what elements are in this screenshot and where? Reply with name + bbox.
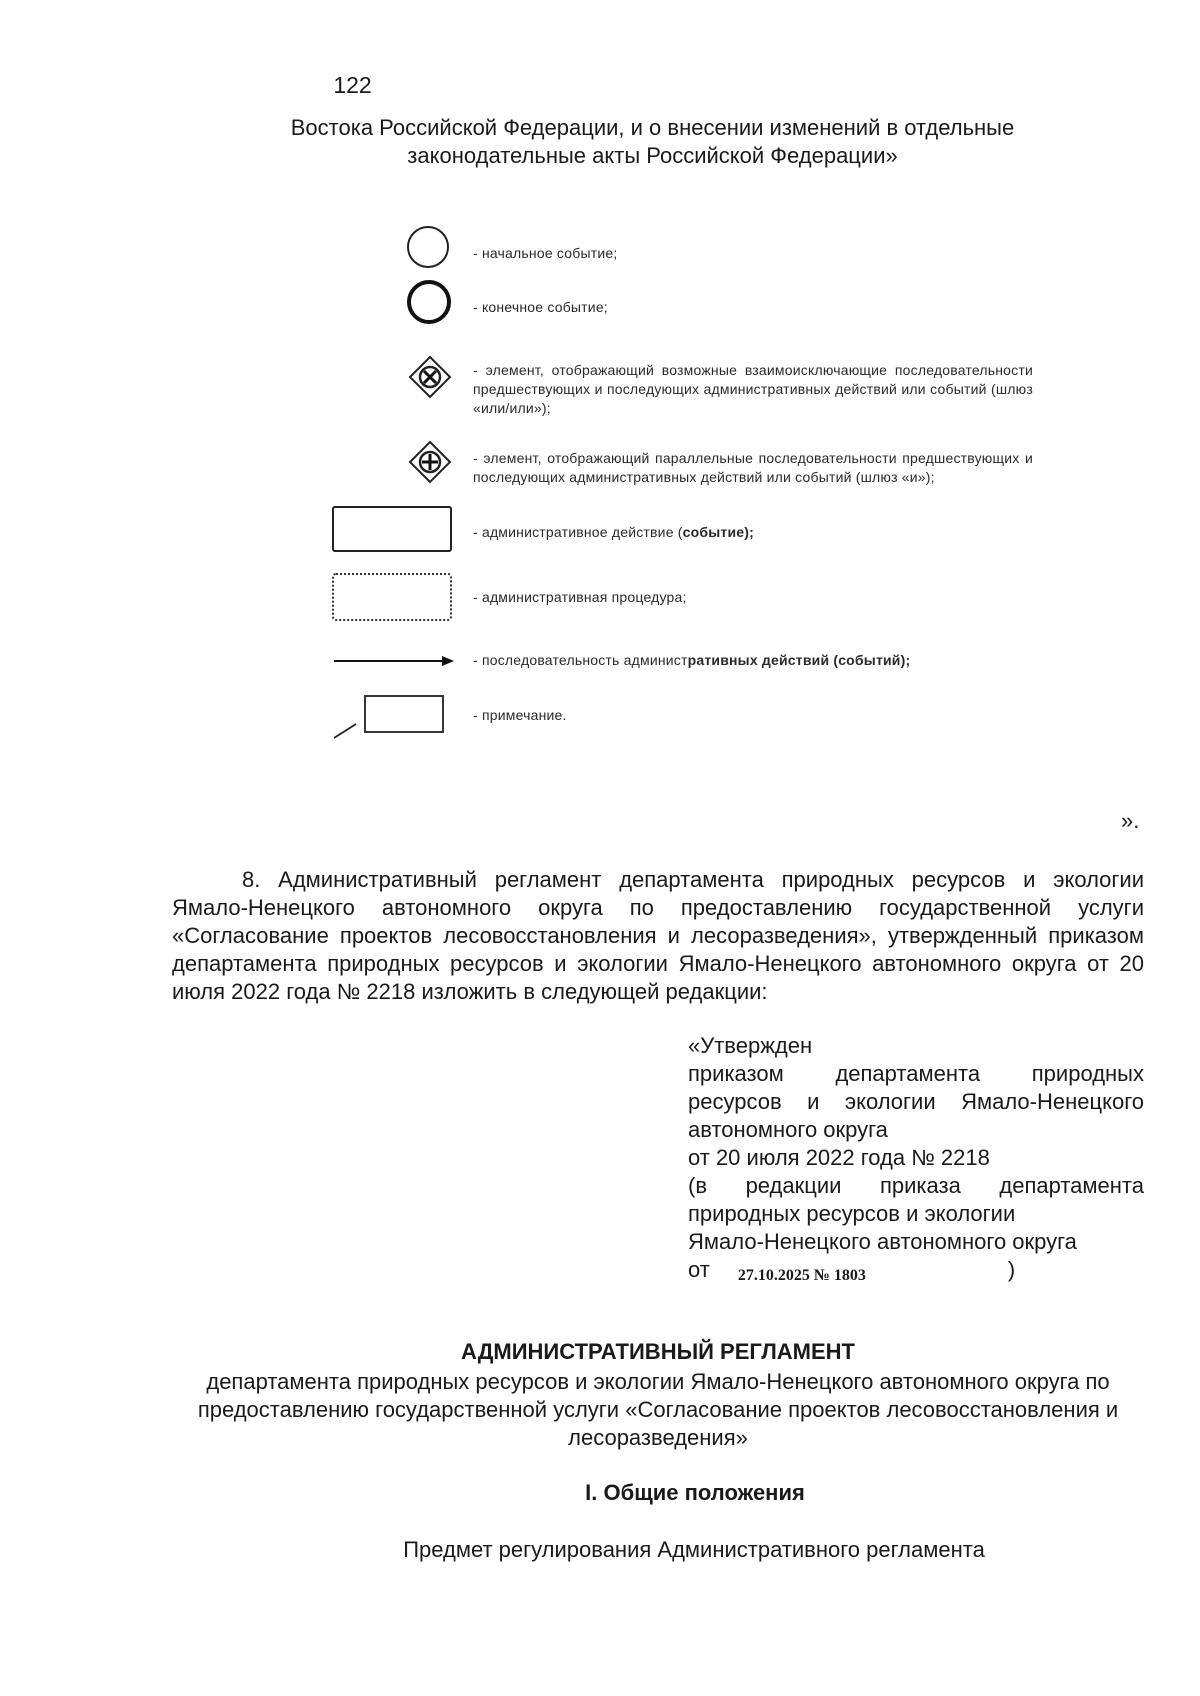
approval-line-2: приказом департамента природных <box>688 1061 1144 1086</box>
legend-start-event: - начальное событие; <box>473 245 618 261</box>
regulation-title: АДМИНИСТРАТИВНЫЙ РЕГЛАМЕНТ <box>461 1339 855 1364</box>
legend-procedure: - административная процедура; <box>473 589 687 605</box>
approval-line-3: ресурсов и экологии Ямало-Ненецкого <box>688 1089 1144 1114</box>
note-icon <box>330 694 446 744</box>
order-date-number: 27.10.2025 № 1803 <box>737 1267 866 1284</box>
approval-signature-line <box>688 1256 1144 1284</box>
procedure-box-icon <box>332 573 452 621</box>
closing-quote: ». <box>1121 808 1140 833</box>
page-number: 122 <box>333 72 372 98</box>
legend-end-event: - конечное событие; <box>473 299 608 315</box>
approval-block <box>688 1032 1144 1284</box>
and-gateway-icon <box>408 440 452 484</box>
end-event-icon <box>407 280 451 324</box>
approval-line-8: Ямало-Ненецкого автономного округа <box>688 1229 1077 1254</box>
approval-line-6: (в редакции приказа департамента <box>688 1173 1144 1198</box>
action-box-icon <box>332 506 452 552</box>
continuation-text: Востока Российской Федерации, и о внесении изменений в отдельные законодательные акты Российской Федерации» <box>290 115 1015 168</box>
legend-note: - примечание. <box>473 707 567 723</box>
legend-sequence: - последовательность административных действий (событий); <box>473 652 911 668</box>
legend-xor-gateway: - элемент, отображающий возможные взаимоисключающие последовательности предшествующих и последующих административных действий или событий (шлюз «или/или»); <box>473 362 1033 416</box>
approval-line-5: от 20 июля 2022 года № 2218 <box>688 1145 990 1170</box>
approval-line-7: природных ресурсов и экологии <box>688 1201 1016 1226</box>
regulation-subtitle: департамента природных ресурсов и экологии Ямало-Ненецкого автономного округа по предоставлению государственной услуги «Согласование проектов лесовосстановления и лесоразведения» <box>197 1369 1119 1450</box>
sequence-arrow-icon <box>330 654 456 668</box>
legend-and-gateway: - элемент, отображающий параллельные последовательности предшествующих и последующих административных действий или событий (шлюз «и»); <box>473 450 1033 485</box>
approval-line-1: «Утвержден <box>688 1033 813 1058</box>
start-event-icon <box>407 226 449 268</box>
sig-close: ) <box>1007 1257 1016 1282</box>
sig-prefix: от <box>688 1257 710 1282</box>
xor-gateway-icon <box>408 355 452 399</box>
paragraph-8: 8. Административный регламент департамента природных ресурсов и экологии Ямало-Ненецкого автономного округа по предоставлению государственной услуги «Согласование проектов лесовосстановления и лесоразведения», утвержденный приказом департамента природных ресурсов и экологии Ямало-Ненецкого автономного округа от 20 июля 2022 года № 2218 изложить в следующей редакции: <box>172 867 1144 1004</box>
legend-action: - административное действие (событие); <box>473 524 754 540</box>
section-title: I. Общие положения <box>585 1480 805 1505</box>
subject-title: Предмет регулирования Административного регламента <box>403 1537 985 1562</box>
approval-line-4: автономного округа <box>688 1117 888 1142</box>
